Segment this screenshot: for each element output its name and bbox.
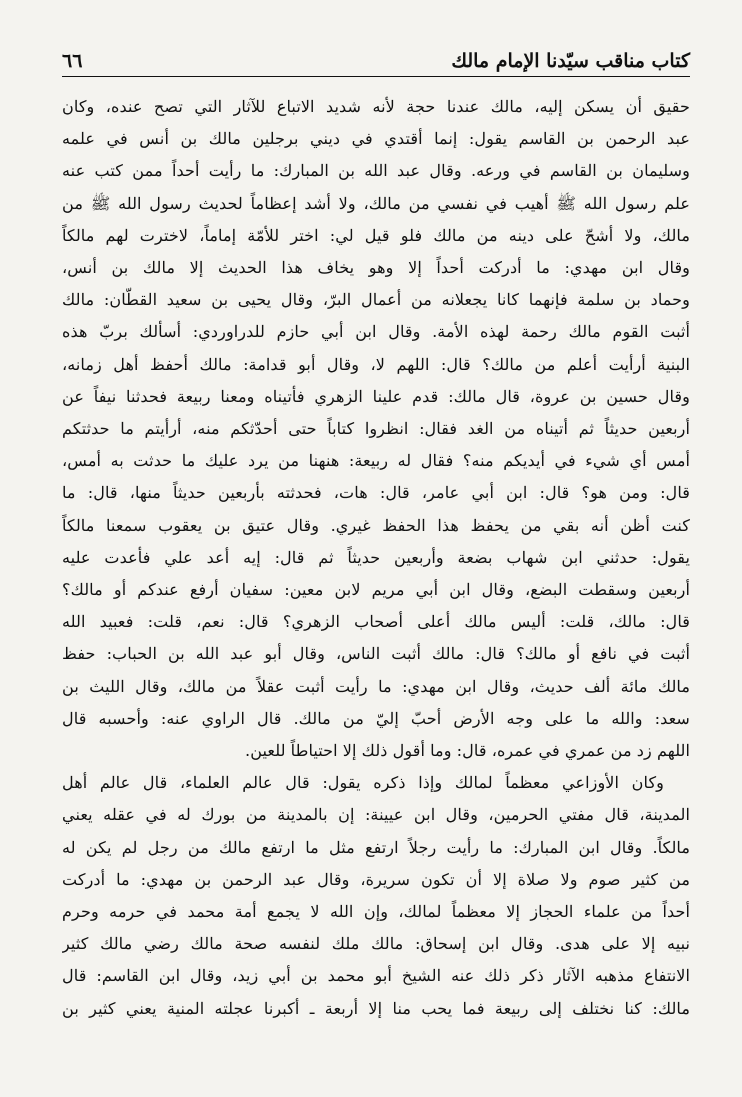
text-line: قال: ومن هو؟ قال: ابن أبي عامر، قال: هات، فحدثته بأربعين حديثاً منها، قال: ما — [62, 483, 690, 503]
text-line: وسليمان بن القاسم في ورعه. وقال عبد الله بن المبارك: ما رأيت أحداً ممن كتب عنه — [62, 161, 690, 181]
text-line: مالك مائة ألف حديث، وقال ابن مهدي: ما رأيت أثبت عقلاً من مالك، وقال الليث بن — [62, 676, 690, 696]
paragraph-start-line: وكان الأوزاعي معظماً لمالك وإذا ذكره يقول: قال عالم العلماء، قال عالم أهل — [62, 773, 664, 793]
paragraph-end-line: اللهم زد من عمري في عمره، قال: وما أقول ذلك إلا احتياطاً للعين. — [245, 741, 690, 761]
text-line: المدينة، قال مفتي الحرمين، وقال ابن عيينة: إن بالمدينة من بورك له في عقله يعني — [62, 805, 690, 825]
body-text — [62, 91, 690, 1025]
text-line: أربعين حديثاً ثم أتيناه من الغد فقال: انظروا كتاباً حتى أحدّثكم منه، أرأيتم ما حدثتكم — [62, 419, 690, 439]
page-number: ٦٦ — [62, 50, 83, 72]
text-line: كنت أظن أنه بقي من يحفظ هذا الحفظ غيري. وقال عتيق بن يعقوب سمعنا مالكاً — [62, 515, 690, 535]
text-line: حقيق أن يسكن إليه، مالك عندنا حجة لأنه شديد الاتباع للآثار التي تصح عنده، وكان — [62, 97, 690, 116]
text-line: نبيه إلا على هدى. وقال ابن إسحاق: مالك ملك لنفسه صحة مالك رضي مالك كثير — [62, 934, 690, 954]
text-line: وحماد بن سلمة فإنهما كانا يجعلانه من أعمال البرّ، وقال يحيى بن سعيد القطّان: مالك — [62, 290, 690, 310]
text-line: مالك، ولا أشحّ على دينه من مالك فلو قيل لي: اختر للأمّة إماماً، لاخترت لهم مالكاً — [62, 225, 690, 245]
text-line: أربعين وسقطت البضع، وقال ابن أبي مريم لابن معين: سفيان أرفع عندكم أو مالك؟ — [62, 580, 690, 600]
text-line: مالكاً. وقال ابن المبارك: ما رأيت رجلاً ارتفع مثل ما ارتفع مالك من رجل لم يكن له — [62, 837, 690, 857]
text-line: سعد: والله ما على وجه الأرض أحبّ إليّ من مالك. قال الراوي عنه: وأحسبه قال — [62, 708, 690, 728]
running-header — [62, 44, 690, 72]
book-title: كتاب مناقب سيّدنا الإمام مالك — [451, 50, 690, 72]
header-rule — [62, 76, 690, 77]
text-line: مالك: كنا نختلف إلى ربيعة فما يحب منا إلا أربعة ـ أكبرنا عجلته المنية يعني كثير بن — [62, 998, 690, 1018]
text-line: من كثير صوم ولا صلاة إلا أن تكون سريرة، وقال عبد الرحمن بن مهدي: ما أدركت — [62, 869, 690, 889]
text-line: أمس أي شيء في أيديكم منه؟ فقال له ربيعة: هنهنا من يرد عليك ما حدثت به أمس، — [62, 451, 690, 471]
text-line: أثبت في نافع أو مالك؟ قال: مالك أثبت الناس، وقال أبو عبد الله بن الحباب: حفظ — [62, 644, 690, 664]
text-line: الانتفاع مذهبه الآثار ذكر ذلك عنه الشيخ أبو محمد بن أبي زيد، وقال ابن القاسم: قال — [62, 966, 690, 986]
text-line: يقول: حدثني ابن شهاب بضعة وأربعين حديثاً ثم قال: إيه أعد علي فأعدت عليه — [62, 547, 690, 567]
text-line: عبد الرحمن بن القاسم يقول: إنما أقتدي في ديني برجلين مالك بن أنس في علمه — [62, 129, 690, 149]
text-line: وقال حسين بن عروة، قال مالك: قدم علينا الزهري فأتيناه ومعنا ربيعة فحدثنا نيفاً عن — [62, 386, 690, 406]
text-line: قال: مالك، قلت: أليس مالك أعلى أصحاب الزهري؟ قال: نعم، قلت: فعبيد الله — [62, 612, 690, 632]
text-line: وقال ابن مهدي: ما أدركت أحداً إلا وهو يخاف هذا الحديث إلا مالك بن أنس، — [62, 258, 690, 278]
text-line: أحداً من علماء الحجاز إلا معظماً لمالك، وإن الله لا يجمع أمة محمد في حرمه وحرم — [62, 902, 690, 922]
text-line: علم رسول الله ﷺ أهيب في نفسي من مالك، ولا أشد إعظاماً لحديث رسول الله ﷺ من — [62, 193, 690, 213]
text-line: البنية أرأيت أعلم من مالك؟ قال: اللهم لا، وقال أبو قدامة: مالك أحفظ أهل زمانه، — [62, 354, 690, 374]
text-line: أثبت القوم مالك رحمة لهذه الأمة. وقال ابن أبي حازم للدراوردي: أسألك بربّ هذه — [62, 322, 690, 342]
